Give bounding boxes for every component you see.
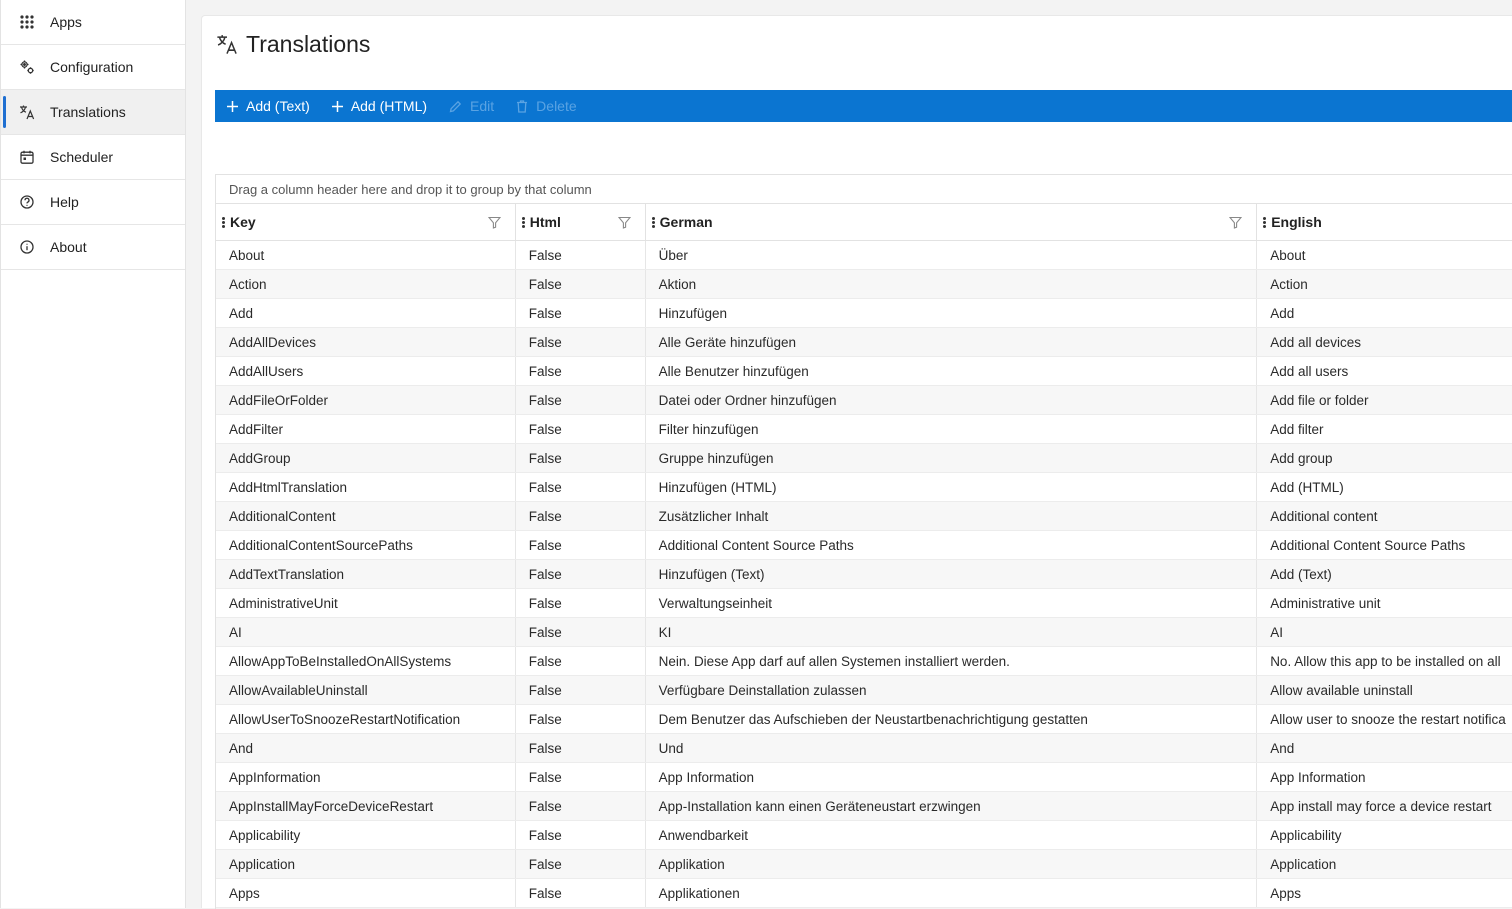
column-header-key[interactable] — [216, 204, 516, 240]
sidebar — [0, 0, 186, 908]
cell-german[interactable]: Und — [646, 734, 1258, 762]
cell-english[interactable]: Allow available uninstall — [1270, 682, 1413, 698]
cell-german[interactable]: Anwendbarkeit — [646, 821, 1258, 849]
column-header-label: German — [659, 214, 713, 230]
cell-key[interactable]: AddFilter — [216, 415, 516, 443]
cell-html[interactable]: False — [516, 386, 646, 414]
cell-key[interactable]: Add — [216, 299, 516, 327]
cell-key[interactable]: AllowAvailableUninstall — [216, 676, 516, 704]
calendar-icon — [19, 149, 35, 165]
drag-handle-icon[interactable] — [652, 217, 655, 228]
sidebar-item-label: Help — [50, 194, 79, 210]
filter-icon[interactable] — [488, 216, 501, 229]
cell-html[interactable]: False — [516, 560, 646, 588]
cell-key[interactable]: Application — [216, 850, 516, 878]
cell-english[interactable]: Additional content — [1270, 508, 1378, 524]
cell-key[interactable]: AddFileOrFolder — [216, 386, 516, 414]
sidebar-item-label: Configuration — [50, 59, 134, 75]
column-header-html[interactable] — [516, 204, 646, 240]
cell-english[interactable]: Additional Content Source Paths — [1270, 537, 1466, 553]
cell-german[interactable]: KI — [646, 618, 1258, 646]
cell-html[interactable]: False — [516, 444, 646, 472]
cell-german[interactable]: Verwaltungseinheit — [646, 589, 1258, 617]
cell-english[interactable]: No. Allow this app to be installed on all — [1270, 653, 1501, 669]
group-panel[interactable]: Drag a column header here and drop it to group by that column — [216, 175, 1512, 204]
main-panel — [201, 15, 1512, 908]
delete-label: Delete — [536, 98, 577, 114]
cell-key[interactable]: And — [216, 734, 516, 762]
drag-handle-icon[interactable] — [222, 217, 225, 228]
cell-key[interactable]: AI — [216, 618, 516, 646]
grid-header — [216, 204, 1512, 241]
cell-english[interactable]: Add (HTML) — [1270, 479, 1344, 495]
table-row[interactable] — [216, 792, 1512, 821]
column-header-label: Html — [529, 214, 561, 230]
cell-german[interactable]: Aktion — [646, 270, 1258, 298]
cell-english[interactable]: Add all users — [1270, 363, 1349, 379]
drag-handle-icon[interactable] — [522, 217, 525, 228]
table-row[interactable] — [216, 676, 1512, 705]
translate-icon — [19, 104, 35, 120]
table-row[interactable] — [216, 850, 1512, 879]
toolbar — [215, 90, 1512, 122]
cell-html[interactable]: False — [516, 618, 646, 646]
cell-key[interactable]: Action — [216, 270, 516, 298]
table-row[interactable] — [216, 560, 1512, 589]
filter-icon[interactable] — [618, 216, 631, 229]
delete-button[interactable] — [516, 98, 576, 114]
add-html-button[interactable] — [332, 98, 427, 114]
cell-html[interactable]: False — [516, 531, 646, 559]
table-row[interactable] — [216, 241, 1512, 270]
page-title — [216, 30, 370, 58]
sidebar-item-label: Translations — [50, 104, 126, 120]
sidebar-item-help[interactable] — [1, 180, 185, 225]
cell-german[interactable]: Über — [646, 241, 1258, 269]
cell-german[interactable]: Applikation — [646, 850, 1258, 878]
sidebar-item-label: Scheduler — [50, 149, 114, 165]
pencil-icon — [449, 100, 462, 113]
cell-english[interactable]: Apps — [1270, 885, 1301, 901]
cell-german[interactable]: Alle Benutzer hinzufügen — [646, 357, 1258, 385]
sidebar-item-label: Apps — [50, 14, 82, 30]
cell-html[interactable]: False — [516, 328, 646, 356]
cell-german[interactable]: Gruppe hinzufügen — [646, 444, 1258, 472]
cell-english[interactable]: Add file or folder — [1270, 392, 1369, 408]
cell-key[interactable]: AdministrativeUnit — [216, 589, 516, 617]
cell-german[interactable]: Nein. Diese App darf auf allen Systemen installiert werden. — [646, 647, 1258, 675]
cell-german[interactable]: App Information — [646, 763, 1258, 791]
table-row[interactable] — [216, 357, 1512, 386]
cell-english[interactable]: Administrative unit — [1270, 595, 1381, 611]
table-row[interactable] — [216, 763, 1512, 792]
cell-english[interactable]: Application — [1270, 856, 1337, 872]
table-row[interactable] — [216, 705, 1512, 734]
cell-german[interactable]: Filter hinzufügen — [646, 415, 1258, 443]
add-html-label: Add (HTML) — [350, 98, 428, 114]
cell-html[interactable]: False — [516, 879, 646, 907]
cell-german[interactable]: Dem Benutzer das Aufschieben der Neustartbenachrichtigung gestatten — [646, 705, 1258, 733]
cell-html[interactable]: False — [516, 705, 646, 733]
grid-body — [216, 241, 1512, 908]
table-row[interactable] — [216, 589, 1512, 618]
cell-english[interactable]: Add filter — [1270, 421, 1324, 437]
gears-icon — [19, 59, 35, 75]
cell-english[interactable]: Add group — [1270, 450, 1333, 466]
drag-handle-icon[interactable] — [1263, 217, 1266, 228]
cell-key[interactable]: AppInstallMayForceDeviceRestart — [216, 792, 516, 820]
cell-english[interactable]: App Information — [1270, 769, 1366, 785]
help-circle-icon — [19, 194, 35, 210]
cell-html[interactable]: False — [516, 792, 646, 820]
info-circle-icon — [19, 239, 35, 255]
cell-html[interactable]: False — [516, 502, 646, 530]
cell-html[interactable]: False — [516, 647, 646, 675]
table-row[interactable] — [216, 734, 1512, 763]
table-row[interactable] — [216, 444, 1512, 473]
column-header-label: English — [1271, 214, 1322, 230]
cell-german[interactable]: Zusätzlicher Inhalt — [646, 502, 1258, 530]
cell-key[interactable]: AdditionalContentSourcePaths — [216, 531, 516, 559]
table-row[interactable] — [216, 821, 1512, 850]
cell-english[interactable]: AI — [1270, 624, 1283, 640]
cell-german[interactable]: App-Installation kann einen Geräteneustart erzwingen — [646, 792, 1258, 820]
table-row[interactable] — [216, 647, 1512, 676]
cell-german[interactable]: Hinzufügen (Text) — [646, 560, 1258, 588]
cell-key[interactable]: AdditionalContent — [216, 502, 516, 530]
sidebar-item-about[interactable] — [1, 225, 185, 270]
cell-key[interactable]: AddAllUsers — [216, 357, 516, 385]
cell-german[interactable]: Alle Geräte hinzufügen — [646, 328, 1258, 356]
cell-key[interactable]: AllowAppToBeInstalledOnAllSystems — [216, 647, 516, 675]
cell-html[interactable]: False — [516, 270, 646, 298]
cell-key[interactable]: AddTextTranslation — [216, 560, 516, 588]
cell-html[interactable]: False — [516, 415, 646, 443]
table-row[interactable] — [216, 328, 1512, 357]
cell-key[interactable]: AddGroup — [216, 444, 516, 472]
cell-key[interactable]: AddAllDevices — [216, 328, 516, 356]
cell-english[interactable]: Applicability — [1270, 827, 1342, 843]
add-text-button[interactable] — [227, 98, 310, 114]
cell-english[interactable]: About — [1270, 247, 1306, 263]
cell-key[interactable]: AllowUserToSnoozeRestartNotification — [216, 705, 516, 733]
table-row[interactable] — [216, 618, 1512, 647]
table-row[interactable] — [216, 386, 1512, 415]
column-header-german[interactable] — [646, 204, 1258, 240]
cell-html[interactable]: False — [516, 734, 646, 762]
translations-grid — [215, 174, 1512, 909]
cell-key[interactable]: About — [216, 241, 516, 269]
cell-html[interactable]: False — [516, 357, 646, 385]
cell-html[interactable]: False — [516, 473, 646, 501]
filter-icon[interactable] — [1229, 216, 1242, 229]
table-row[interactable] — [216, 299, 1512, 328]
cell-german[interactable]: Hinzufügen (HTML) — [646, 473, 1258, 501]
sidebar-item-label: About — [50, 239, 87, 255]
cell-html[interactable]: False — [516, 676, 646, 704]
table-row[interactable] — [216, 502, 1512, 531]
sidebar-item-translations[interactable] — [1, 90, 185, 135]
cell-english[interactable]: Add all devices — [1270, 334, 1361, 350]
cell-key[interactable]: Apps — [216, 879, 516, 907]
cell-german[interactable]: Hinzufügen — [646, 299, 1258, 327]
column-header-english[interactable] — [1257, 204, 1512, 240]
cell-german[interactable]: Verfügbare Deinstallation zulassen — [646, 676, 1258, 704]
cell-english[interactable]: Add — [1270, 305, 1295, 321]
cell-html[interactable]: False — [516, 299, 646, 327]
cell-english[interactable]: Allow user to snooze the restart notifica — [1270, 711, 1506, 727]
page-title-text: Translations — [246, 30, 371, 57]
add-text-label: Add (Text) — [246, 98, 310, 114]
cell-german[interactable]: Additional Content Source Paths — [646, 531, 1258, 559]
sidebar-item-apps[interactable] — [1, 0, 185, 45]
cell-html[interactable]: False — [516, 821, 646, 849]
apps-grid-icon — [19, 14, 35, 30]
cell-key[interactable]: AppInformation — [216, 763, 516, 791]
cell-key[interactable]: Applicability — [216, 821, 516, 849]
translate-icon — [216, 33, 238, 55]
edit-label: Edit — [470, 98, 495, 114]
cell-german[interactable]: Applikationen — [646, 879, 1258, 907]
plus-icon — [332, 101, 343, 112]
cell-english[interactable]: Add (Text) — [1270, 566, 1332, 582]
sidebar-item-configuration[interactable] — [1, 45, 185, 90]
cell-english[interactable]: App install may force a device restart — [1270, 798, 1492, 814]
cell-html[interactable]: False — [516, 763, 646, 791]
cell-html[interactable]: False — [516, 589, 646, 617]
table-row[interactable] — [216, 473, 1512, 502]
sidebar-item-scheduler[interactable] — [1, 135, 185, 180]
cell-english[interactable]: And — [1270, 740, 1295, 756]
column-header-label: Key — [230, 214, 256, 230]
cell-html[interactable]: False — [516, 241, 646, 269]
trash-icon — [516, 100, 528, 113]
plus-icon — [227, 101, 238, 112]
cell-key[interactable]: AddHtmlTranslation — [216, 473, 516, 501]
edit-button[interactable] — [449, 98, 494, 114]
table-row[interactable] — [216, 531, 1512, 560]
cell-english[interactable]: Action — [1270, 276, 1308, 292]
table-row[interactable] — [216, 879, 1512, 908]
cell-german[interactable]: Datei oder Ordner hinzufügen — [646, 386, 1258, 414]
cell-html[interactable]: False — [516, 850, 646, 878]
table-row[interactable] — [216, 415, 1512, 444]
table-row[interactable] — [216, 270, 1512, 299]
